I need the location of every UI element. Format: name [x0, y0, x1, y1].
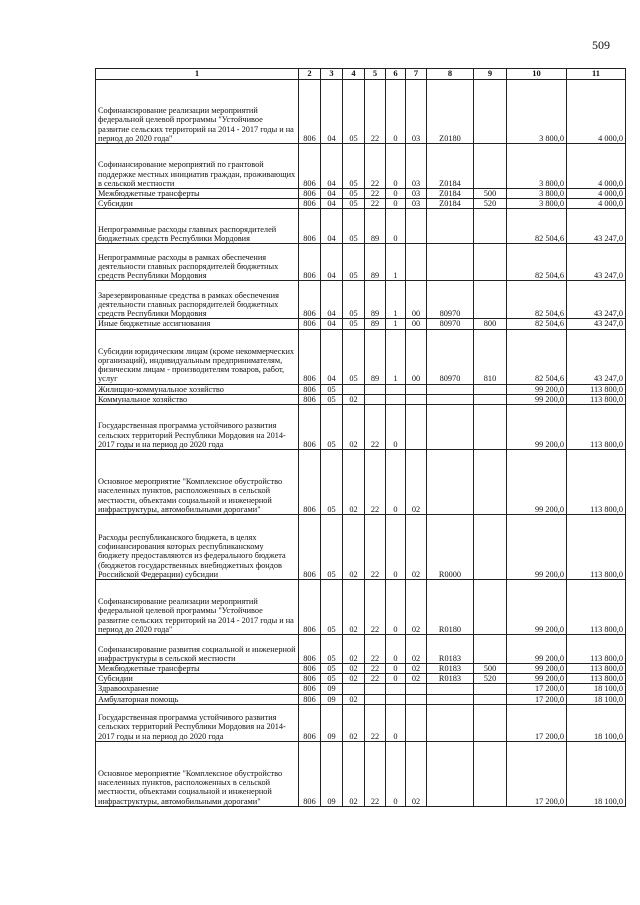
code-7-cell: [406, 694, 427, 704]
code-9-cell: [474, 144, 507, 189]
code-8-cell: [427, 405, 474, 450]
code-4-cell: 05: [343, 281, 365, 319]
code-5-cell: 22: [365, 580, 386, 635]
code-4-cell: 02: [343, 405, 365, 450]
code-3-cell: 05: [321, 515, 343, 580]
header-cell: 1: [96, 69, 299, 80]
row-name-cell: Субсидии юридическим лицам (кроме некоммерческих организаций), индивидуальным предпринимателям, физическим лицам - производителям товаров, работ, услуг: [96, 329, 299, 384]
header-cell: 4: [343, 69, 365, 80]
amount-11-cell: 18 100,0: [567, 684, 626, 694]
table-row: [96, 684, 626, 694]
code-6-cell: 0: [386, 199, 406, 209]
code-2-cell: 806: [299, 635, 321, 664]
row-name-cell: Государственная программа устойчивого развития сельских территорий Республики Мордовия на 2014-2017 годы и на период до 2020 года: [96, 405, 299, 450]
code-2-cell: 806: [299, 319, 321, 329]
code-5-cell: 22: [365, 674, 386, 684]
code-8-cell: [427, 450, 474, 515]
code-2-cell: 806: [299, 199, 321, 209]
table-row: [96, 199, 626, 209]
code-7-cell: 02: [406, 515, 427, 580]
table-row: [96, 281, 626, 319]
code-7-cell: 03: [406, 199, 427, 209]
amount-11-cell: 113 800,0: [567, 580, 626, 635]
table-row: [96, 80, 626, 144]
code-3-cell: 05: [321, 450, 343, 515]
amount-11-cell: 43 247,0: [567, 329, 626, 384]
amount-11-cell: 43 247,0: [567, 281, 626, 319]
amount-11-cell: 113 800,0: [567, 405, 626, 450]
table-row: [96, 244, 626, 281]
amount-10-cell: 99 200,0: [507, 394, 567, 404]
amount-11-cell: 4 000,0: [567, 189, 626, 199]
row-name-cell: Основное мероприятие "Комплексное обустройство населенных пунктов, расположенных в сельской местности, объектами социальной и инженерной инфраструктуры, автомобильными дорогами": [96, 741, 299, 806]
code-6-cell: 0: [386, 704, 406, 741]
table-row: [96, 209, 626, 244]
amount-10-cell: 17 200,0: [507, 694, 567, 704]
amount-10-cell: 3 800,0: [507, 189, 567, 199]
code-3-cell: 04: [321, 329, 343, 384]
code-8-cell: R0180: [427, 580, 474, 635]
code-5-cell: 89: [365, 319, 386, 329]
code-2-cell: 806: [299, 741, 321, 806]
code-3-cell: 05: [321, 384, 343, 394]
amount-11-cell: 18 100,0: [567, 741, 626, 806]
code-4-cell: 05: [343, 144, 365, 189]
code-3-cell: 04: [321, 319, 343, 329]
code-2-cell: 806: [299, 674, 321, 684]
code-6-cell: 0: [386, 664, 406, 674]
table-row: [96, 189, 626, 199]
amount-10-cell: 99 200,0: [507, 515, 567, 580]
code-4-cell: 05: [343, 244, 365, 281]
code-7-cell: 03: [406, 189, 427, 199]
code-4-cell: 02: [343, 450, 365, 515]
code-2-cell: 806: [299, 450, 321, 515]
amount-11-cell: 4 000,0: [567, 80, 626, 144]
code-2-cell: 806: [299, 281, 321, 319]
amount-10-cell: 99 200,0: [507, 664, 567, 674]
code-3-cell: 04: [321, 144, 343, 189]
table-row: [96, 144, 626, 189]
code-5-cell: [365, 384, 386, 394]
code-6-cell: 0: [386, 674, 406, 684]
code-5-cell: [365, 394, 386, 404]
code-8-cell: [427, 704, 474, 741]
table-row: [96, 319, 626, 329]
code-3-cell: 05: [321, 674, 343, 684]
table-row: [96, 580, 626, 635]
amount-10-cell: 82 504,6: [507, 209, 567, 244]
code-9-cell: 810: [474, 329, 507, 384]
header-row: [96, 69, 626, 80]
code-8-cell: [427, 394, 474, 404]
code-2-cell: 806: [299, 580, 321, 635]
code-3-cell: 09: [321, 704, 343, 741]
row-name-cell: Софинансирование развития социальной и инженерной инфраструктуры в сельской местности: [96, 635, 299, 664]
code-3-cell: 05: [321, 635, 343, 664]
row-name-cell: Основное мероприятие "Комплексное обустройство населенных пунктов, расположенных в сельской местности, объектами социальной и инженерной инфраструктуры, автомобильными дорогами": [96, 450, 299, 515]
code-2-cell: 806: [299, 329, 321, 384]
code-3-cell: 04: [321, 189, 343, 199]
amount-10-cell: 17 200,0: [507, 684, 567, 694]
code-6-cell: 0: [386, 741, 406, 806]
code-2-cell: 806: [299, 704, 321, 741]
code-7-cell: 02: [406, 580, 427, 635]
amount-11-cell: 113 800,0: [567, 664, 626, 674]
code-3-cell: 05: [321, 405, 343, 450]
code-2-cell: 806: [299, 209, 321, 244]
code-7-cell: 03: [406, 80, 427, 144]
code-6-cell: 1: [386, 319, 406, 329]
code-3-cell: 04: [321, 209, 343, 244]
code-8-cell: 80970: [427, 281, 474, 319]
amount-11-cell: 113 800,0: [567, 674, 626, 684]
code-8-cell: [427, 384, 474, 394]
code-7-cell: [406, 704, 427, 741]
code-4-cell: 05: [343, 209, 365, 244]
code-9-cell: [474, 450, 507, 515]
amount-11-cell: 18 100,0: [567, 694, 626, 704]
code-3-cell: 04: [321, 80, 343, 144]
code-4-cell: 02: [343, 664, 365, 674]
code-3-cell: 09: [321, 741, 343, 806]
amount-11-cell: 113 800,0: [567, 635, 626, 664]
code-9-cell: 500: [474, 189, 507, 199]
header-cell: 8: [427, 69, 474, 80]
code-6-cell: 0: [386, 189, 406, 199]
code-5-cell: 22: [365, 635, 386, 664]
amount-11-cell: 43 247,0: [567, 209, 626, 244]
code-7-cell: [406, 244, 427, 281]
code-7-cell: 00: [406, 319, 427, 329]
code-5-cell: 89: [365, 281, 386, 319]
code-9-cell: [474, 741, 507, 806]
code-4-cell: 05: [343, 199, 365, 209]
code-7-cell: [406, 384, 427, 394]
code-5-cell: 22: [365, 80, 386, 144]
code-5-cell: 22: [365, 144, 386, 189]
code-2-cell: 806: [299, 664, 321, 674]
code-4-cell: 02: [343, 580, 365, 635]
code-3-cell: 05: [321, 580, 343, 635]
code-7-cell: 02: [406, 635, 427, 664]
code-9-cell: [474, 580, 507, 635]
table-row: [96, 405, 626, 450]
code-9-cell: [474, 80, 507, 144]
code-8-cell: R0183: [427, 674, 474, 684]
code-6-cell: [386, 384, 406, 394]
code-9-cell: [474, 515, 507, 580]
code-9-cell: 500: [474, 664, 507, 674]
header-cell: 10: [507, 69, 567, 80]
code-5-cell: 22: [365, 515, 386, 580]
header-cell: 3: [321, 69, 343, 80]
code-7-cell: [406, 209, 427, 244]
code-5-cell: 89: [365, 329, 386, 384]
code-5-cell: 22: [365, 199, 386, 209]
code-6-cell: 0: [386, 209, 406, 244]
code-2-cell: 806: [299, 515, 321, 580]
code-8-cell: [427, 694, 474, 704]
amount-10-cell: 99 200,0: [507, 674, 567, 684]
code-4-cell: 02: [343, 674, 365, 684]
amount-10-cell: 99 200,0: [507, 580, 567, 635]
code-4-cell: 05: [343, 329, 365, 384]
row-name-cell: Здравоохранение: [96, 684, 299, 694]
code-8-cell: [427, 244, 474, 281]
code-9-cell: [474, 694, 507, 704]
code-3-cell: 05: [321, 394, 343, 404]
code-2-cell: 806: [299, 244, 321, 281]
code-6-cell: [386, 394, 406, 404]
code-8-cell: R0000: [427, 515, 474, 580]
code-6-cell: 0: [386, 80, 406, 144]
code-6-cell: [386, 684, 406, 694]
table-row: [96, 384, 626, 394]
code-7-cell: 00: [406, 329, 427, 384]
code-4-cell: [343, 384, 365, 394]
amount-10-cell: 17 200,0: [507, 741, 567, 806]
amount-11-cell: 113 800,0: [567, 515, 626, 580]
table-row: [96, 329, 626, 384]
code-2-cell: 806: [299, 384, 321, 394]
code-9-cell: [474, 684, 507, 694]
code-3-cell: 09: [321, 694, 343, 704]
amount-10-cell: 82 504,6: [507, 329, 567, 384]
amount-11-cell: 113 800,0: [567, 450, 626, 515]
row-name-cell: Межбюджетные трансферты: [96, 664, 299, 674]
row-name-cell: Непрограммные расходы главных распорядителей бюджетных средств Республики Мордовия: [96, 209, 299, 244]
code-2-cell: 806: [299, 144, 321, 189]
code-9-cell: [474, 244, 507, 281]
code-2-cell: 806: [299, 80, 321, 144]
amount-11-cell: 18 100,0: [567, 704, 626, 741]
header-cell: 7: [406, 69, 427, 80]
code-3-cell: 05: [321, 664, 343, 674]
page-number: 509: [592, 38, 610, 52]
code-4-cell: 02: [343, 515, 365, 580]
amount-10-cell: 82 504,6: [507, 244, 567, 281]
code-2-cell: 806: [299, 405, 321, 450]
row-name-cell: Межбюджетные трансферты: [96, 189, 299, 199]
code-4-cell: 05: [343, 189, 365, 199]
table-row: [96, 704, 626, 741]
amount-10-cell: 3 800,0: [507, 80, 567, 144]
code-8-cell: [427, 741, 474, 806]
code-6-cell: [386, 694, 406, 704]
amount-10-cell: 3 800,0: [507, 144, 567, 189]
code-9-cell: 520: [474, 199, 507, 209]
code-5-cell: 22: [365, 405, 386, 450]
row-name-cell: Софинансирование реализации мероприятий федеральной целевой программы "Устойчивое развитие сельских территорий на 2014 - 2017 годы и на период до 2020 года": [96, 580, 299, 635]
code-5-cell: 89: [365, 244, 386, 281]
table-row: [96, 741, 626, 806]
code-7-cell: [406, 684, 427, 694]
row-name-cell: Коммунальное хозяйство: [96, 394, 299, 404]
code-8-cell: Z0180: [427, 80, 474, 144]
code-6-cell: 0: [386, 450, 406, 515]
table-row: [96, 394, 626, 404]
code-2-cell: 806: [299, 189, 321, 199]
row-name-cell: Амбулаторная помощь: [96, 694, 299, 704]
code-4-cell: 02: [343, 394, 365, 404]
code-6-cell: 1: [386, 329, 406, 384]
code-4-cell: 02: [343, 741, 365, 806]
header-cell: 6: [386, 69, 406, 80]
header-cell: 9: [474, 69, 507, 80]
amount-11-cell: 113 800,0: [567, 384, 626, 394]
row-name-cell: Софинансирование мероприятий по грантовой поддержке местных инициатив граждан, проживающих в сельской местности: [96, 144, 299, 189]
code-7-cell: 03: [406, 144, 427, 189]
code-4-cell: 05: [343, 80, 365, 144]
code-4-cell: [343, 684, 365, 694]
row-name-cell: Иные бюджетные ассигнования: [96, 319, 299, 329]
code-7-cell: [406, 405, 427, 450]
amount-10-cell: 99 200,0: [507, 450, 567, 515]
code-5-cell: 22: [365, 741, 386, 806]
code-8-cell: Z0184: [427, 199, 474, 209]
code-9-cell: 800: [474, 319, 507, 329]
code-6-cell: 0: [386, 580, 406, 635]
code-6-cell: 0: [386, 635, 406, 664]
table-row: [96, 664, 626, 674]
table-row: [96, 674, 626, 684]
code-5-cell: 22: [365, 664, 386, 674]
code-8-cell: Z0184: [427, 144, 474, 189]
code-9-cell: [474, 281, 507, 319]
code-3-cell: 04: [321, 281, 343, 319]
header-cell: 2: [299, 69, 321, 80]
table-row: [96, 635, 626, 664]
amount-10-cell: 82 504,6: [507, 281, 567, 319]
row-name-cell: Государственная программа устойчивого развития сельских территорий Республики Мордовия на 2014-2017 годы и на период до 2020 года: [96, 704, 299, 741]
code-4-cell: 02: [343, 704, 365, 741]
code-7-cell: [406, 394, 427, 404]
row-name-cell: Зарезервированные средства в рамках обеспечения деятельности главных распорядителей бюджетных средств Республики Мордовия: [96, 281, 299, 319]
code-9-cell: [474, 394, 507, 404]
code-8-cell: 80970: [427, 329, 474, 384]
code-5-cell: 22: [365, 189, 386, 199]
code-8-cell: R0183: [427, 664, 474, 674]
code-9-cell: [474, 704, 507, 741]
table-row: [96, 450, 626, 515]
code-9-cell: [474, 209, 507, 244]
amount-10-cell: 99 200,0: [507, 384, 567, 394]
code-7-cell: 02: [406, 664, 427, 674]
amount-10-cell: 82 504,6: [507, 319, 567, 329]
code-8-cell: [427, 209, 474, 244]
row-name-cell: Жилищно-коммунальное хозяйство: [96, 384, 299, 394]
code-3-cell: 04: [321, 199, 343, 209]
row-name-cell: Софинансирование реализации мероприятий федеральной целевой программы "Устойчивое развитие сельских территорий на 2014 - 2017 годы и на период до 2020 года": [96, 80, 299, 144]
row-name-cell: Непрограммные расходы в рамках обеспечения деятельности главных распорядителей бюджетных средств Республики Мордовия: [96, 244, 299, 281]
amount-11-cell: 4 000,0: [567, 144, 626, 189]
code-9-cell: [474, 384, 507, 394]
code-9-cell: [474, 405, 507, 450]
code-8-cell: R0183: [427, 635, 474, 664]
amount-11-cell: 113 800,0: [567, 394, 626, 404]
amount-11-cell: 43 247,0: [567, 244, 626, 281]
header-cell: 11: [567, 69, 626, 80]
code-3-cell: 04: [321, 244, 343, 281]
code-9-cell: [474, 635, 507, 664]
table-body: [96, 80, 626, 807]
code-7-cell: 02: [406, 450, 427, 515]
amount-10-cell: 99 200,0: [507, 405, 567, 450]
code-5-cell: 22: [365, 450, 386, 515]
code-6-cell: 1: [386, 281, 406, 319]
amount-10-cell: 3 800,0: [507, 199, 567, 209]
code-2-cell: 806: [299, 684, 321, 694]
code-5-cell: [365, 684, 386, 694]
code-5-cell: 89: [365, 209, 386, 244]
code-3-cell: 09: [321, 684, 343, 694]
code-6-cell: 0: [386, 515, 406, 580]
code-6-cell: 0: [386, 405, 406, 450]
code-8-cell: 80970: [427, 319, 474, 329]
code-4-cell: 05: [343, 319, 365, 329]
amount-10-cell: 99 200,0: [507, 635, 567, 664]
row-name-cell: Субсидии: [96, 199, 299, 209]
code-7-cell: 02: [406, 741, 427, 806]
code-5-cell: 22: [365, 704, 386, 741]
code-9-cell: 520: [474, 674, 507, 684]
code-4-cell: 02: [343, 694, 365, 704]
row-name-cell: Субсидии: [96, 674, 299, 684]
table-row: [96, 515, 626, 580]
amount-11-cell: 4 000,0: [567, 199, 626, 209]
code-8-cell: Z0184: [427, 189, 474, 199]
code-8-cell: [427, 684, 474, 694]
budget-table: [95, 68, 626, 807]
code-2-cell: 806: [299, 694, 321, 704]
code-6-cell: 1: [386, 244, 406, 281]
table-row: [96, 694, 626, 704]
amount-11-cell: 43 247,0: [567, 319, 626, 329]
code-2-cell: 806: [299, 394, 321, 404]
code-6-cell: 0: [386, 144, 406, 189]
amount-10-cell: 17 200,0: [507, 704, 567, 741]
code-7-cell: 00: [406, 281, 427, 319]
code-7-cell: 02: [406, 674, 427, 684]
row-name-cell: Расходы республиканского бюджета, в целях софинансирования которых республиканскому бюджету предоставляются из федерального бюджета (бюджетов государственных внебюджетных фондов Российской Федерации) субсидии: [96, 515, 299, 580]
code-5-cell: [365, 694, 386, 704]
header-cell: 5: [365, 69, 386, 80]
code-4-cell: 02: [343, 635, 365, 664]
